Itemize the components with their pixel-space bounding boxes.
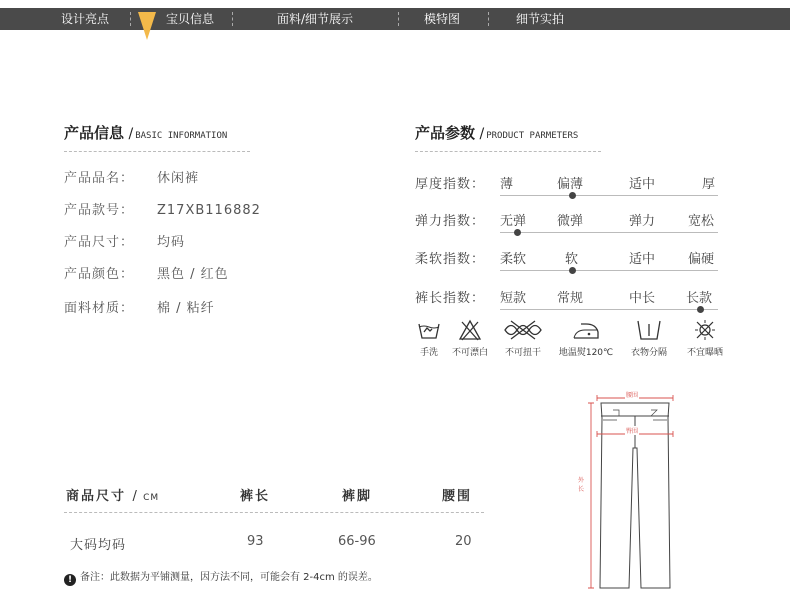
info-label: 产品颜色： — [64, 267, 135, 282]
care-no-bleach — [446, 318, 494, 358]
divider — [64, 151, 250, 152]
param-option: 偏硬 — [688, 252, 715, 267]
pants-measurement-diagram — [575, 388, 695, 593]
note — [64, 568, 378, 586]
care-label: 地温熨120℃ — [558, 348, 614, 358]
info-value: 休闲裤 — [157, 171, 200, 186]
param-option: 短款 — [500, 291, 527, 306]
info-row-name — [64, 167, 199, 186]
waist-label: 腰围 — [626, 392, 639, 399]
size-header-length: 裤长 — [240, 489, 271, 504]
param-option: 软 — [565, 252, 579, 267]
param-selected-dot — [514, 229, 521, 236]
length-label: 外长 — [578, 477, 585, 493]
care-iron — [554, 318, 618, 358]
hand-wash-icon — [416, 318, 442, 342]
param-option: 适中 — [629, 177, 656, 192]
nav-item-fabric-details[interactable]: 面料/细节展示 — [276, 12, 354, 26]
info-value: 黑色 / 红色 — [157, 267, 229, 282]
param-selected-dot — [569, 267, 576, 274]
care-hand-wash — [414, 318, 444, 358]
info-value: 均码 — [157, 235, 186, 250]
info-label: 面料材质： — [64, 301, 135, 316]
param-label-softness: 柔软指数： — [415, 252, 486, 267]
care-no-sun — [678, 318, 732, 358]
info-label: 产品品名： — [64, 171, 135, 186]
param-option: 宽松 — [688, 214, 715, 229]
nav-separator — [232, 12, 233, 26]
iron-icon — [571, 318, 601, 342]
product-params-title-cn: 产品参数 — [415, 124, 476, 142]
nav-item-model[interactable]: 模特图 — [423, 12, 460, 26]
param-selected-dot — [697, 306, 704, 313]
size-header-waist: 腰围 — [442, 489, 473, 504]
info-row-size — [64, 231, 185, 250]
size-value-hem: 66-96 — [338, 534, 376, 549]
no-bleach-icon — [457, 318, 483, 342]
divider — [64, 512, 484, 513]
care-no-wring — [498, 318, 548, 358]
product-params-title-en: PRODUCT PARMETERS — [486, 131, 579, 141]
param-option: 偏薄 — [557, 177, 584, 192]
note-text: 备注：此数据为平铺测量，因方法不同，可能会有 2-4cm 的误差。 — [80, 572, 378, 583]
size-value-length: 93 — [247, 534, 264, 549]
info-value: Z17XB116882 — [157, 203, 261, 218]
param-scale-line — [500, 270, 718, 271]
separate-wash-icon — [635, 318, 663, 342]
hip-label: 臀围 — [626, 428, 639, 435]
care-label: 不可扭干 — [504, 348, 541, 358]
divider — [415, 151, 601, 152]
care-label: 不宜曝晒 — [686, 348, 723, 358]
top-nav — [0, 8, 790, 30]
product-info-title: 产品信息 / BASIC INFORMATION — [64, 124, 228, 142]
care-label: 手洗 — [419, 348, 438, 358]
product-params-title: 产品参数 / PRODUCT PARMETERS — [415, 124, 579, 142]
no-sun-icon — [692, 318, 718, 342]
size-table-title-text: 商品尺寸 — [66, 489, 127, 504]
param-label-elasticity: 弹力指数： — [415, 214, 486, 229]
warning-icon: ! — [64, 574, 76, 586]
size-row-name: 大码均码 — [70, 538, 127, 553]
param-option: 长款 — [686, 291, 713, 306]
nav-item-highlights[interactable]: 设计亮点 — [60, 12, 109, 26]
info-row-color — [64, 263, 229, 282]
size-header-hem: 裤脚 — [342, 489, 373, 504]
nav-separator — [488, 12, 489, 26]
param-option: 常规 — [557, 291, 584, 306]
no-wring-icon — [501, 318, 545, 342]
nav-separator — [130, 12, 131, 26]
param-option: 无弹 — [500, 214, 527, 229]
size-table-unit: CM — [143, 493, 160, 503]
param-scale-line — [500, 232, 718, 233]
param-scale-line — [500, 309, 718, 310]
care-label: 衣物分隔 — [630, 348, 667, 358]
param-option: 中长 — [629, 291, 656, 306]
care-separate — [624, 318, 674, 358]
info-label: 产品款号： — [64, 203, 135, 218]
chain-border — [0, 0, 790, 8]
param-label-length: 裤长指数： — [415, 291, 486, 306]
param-option: 厚 — [702, 177, 716, 192]
size-value-waist: 20 — [455, 534, 472, 549]
size-table-title: 商品尺寸 / CM — [66, 489, 160, 504]
info-value: 棉 / 粘纤 — [157, 301, 215, 316]
nav-item-product-info[interactable]: 宝贝信息 — [165, 12, 214, 26]
care-label: 不可漂白 — [451, 348, 488, 358]
param-option: 弹力 — [629, 214, 656, 229]
param-option: 适中 — [629, 252, 656, 267]
product-info-title-cn: 产品信息 — [64, 124, 125, 142]
param-option: 微弹 — [557, 214, 584, 229]
info-row-style-no — [64, 199, 261, 218]
param-scale-line — [500, 195, 718, 196]
active-nav-indicator — [138, 12, 156, 40]
param-option: 柔软 — [500, 252, 527, 267]
nav-separator — [398, 12, 399, 26]
nav-item-detail-photos[interactable]: 细节实拍 — [515, 12, 564, 26]
param-selected-dot — [569, 192, 576, 199]
info-label: 产品尺寸： — [64, 235, 135, 250]
param-label-thickness: 厚度指数： — [415, 177, 486, 192]
param-option: 薄 — [500, 177, 514, 192]
info-row-material — [64, 297, 215, 316]
product-info-title-en: BASIC INFORMATION — [135, 131, 228, 141]
